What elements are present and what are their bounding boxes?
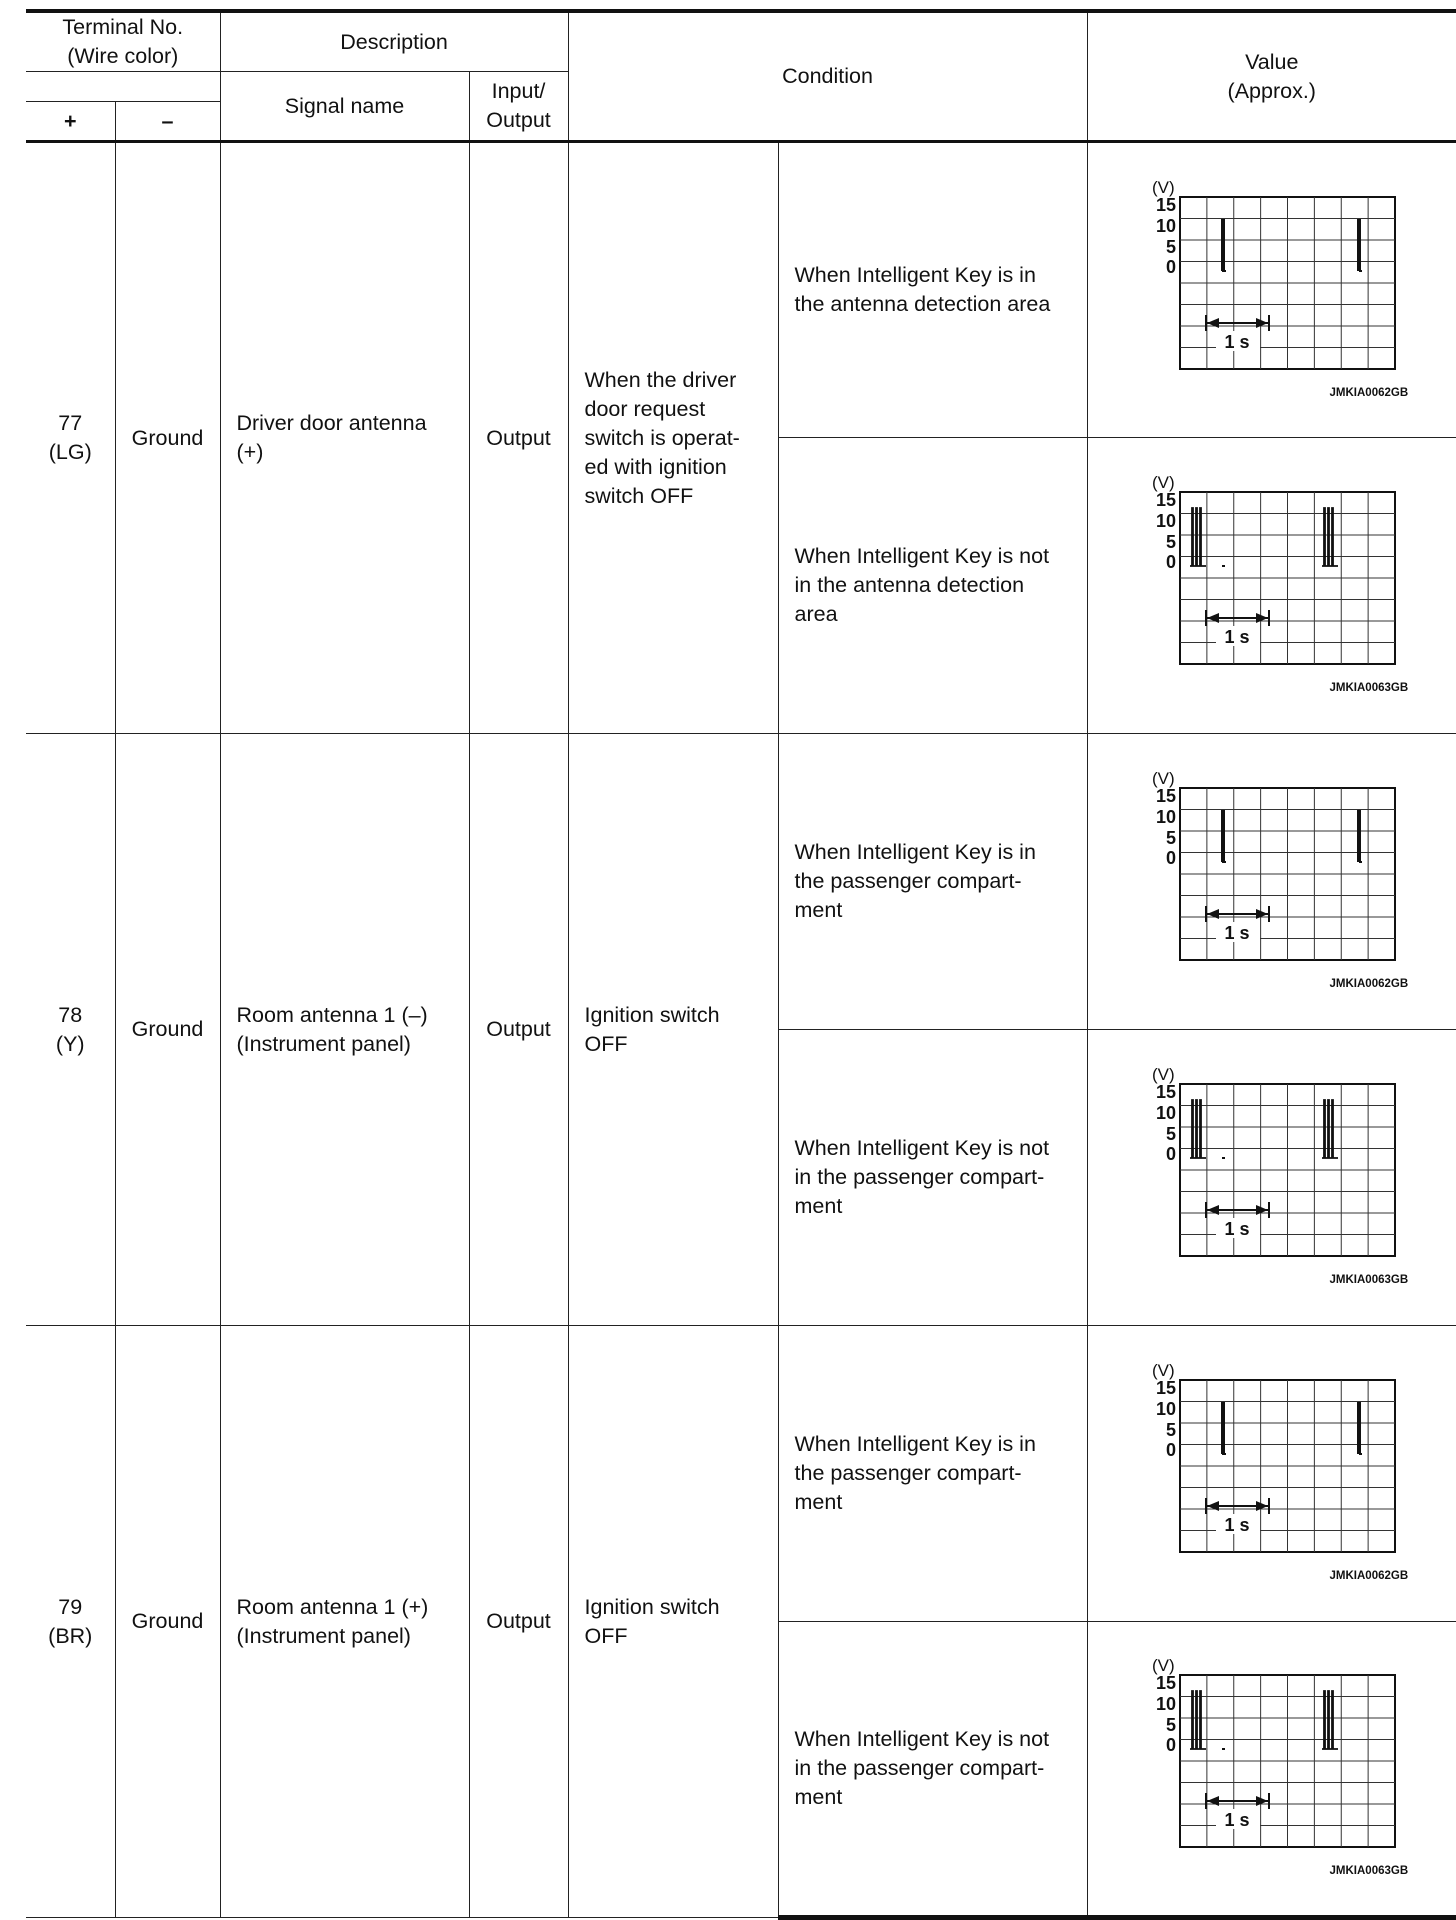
- figure-code: JMKIA0063GB: [1329, 1274, 1409, 1286]
- wire-color: (LG): [48, 440, 92, 464]
- header-terminal-spacer: [26, 72, 220, 102]
- y-tick-label: 0: [1165, 1440, 1176, 1460]
- y-tick-label: 10: [1155, 511, 1176, 531]
- sub-condition-line: the passenger compart-: [794, 869, 1022, 893]
- terminal-row: [26, 734, 1456, 1030]
- sub-condition-cell: [778, 1326, 1087, 1622]
- condition-line: OFF: [584, 1031, 628, 1056]
- sub-condition-line: When Intelligent Key is in: [794, 840, 1036, 864]
- signal-pulse: [1358, 1403, 1362, 1454]
- waveform-value-cell: [1087, 438, 1456, 734]
- y-tick-label: 10: [1155, 1399, 1176, 1419]
- wire-color-label: (Wire color): [67, 44, 179, 68]
- approx-label: (Approx.): [1227, 78, 1316, 103]
- condition-line: ed with ignition: [584, 454, 727, 479]
- time-scale-label: 1 s: [1224, 1810, 1250, 1830]
- y-tick-label: 15: [1155, 1378, 1176, 1398]
- signal-name-line: (Instrument panel): [236, 1031, 411, 1056]
- y-tick-label: 5: [1165, 1124, 1176, 1144]
- waveform-value-cell: [1087, 734, 1456, 1030]
- signal-name-line: (+): [236, 440, 264, 464]
- signal-pulse-burst: [1190, 1691, 1206, 1749]
- sub-condition-line: in the passenger compart-: [794, 1165, 1045, 1189]
- condition-line: door request: [584, 396, 706, 421]
- header-plus: +: [26, 102, 115, 142]
- minus-terminal-cell: Ground: [115, 142, 220, 734]
- waveform-chart: [1126, 764, 1436, 976]
- sub-condition-cell: [778, 1622, 1087, 1918]
- sub-condition-line: area: [794, 602, 838, 626]
- time-scale-label: 1 s: [1224, 923, 1250, 943]
- condition-line: switch OFF: [584, 483, 694, 508]
- waveform-chart: [1126, 1356, 1436, 1568]
- figure-code: JMKIA0062GB: [1329, 978, 1409, 990]
- signal-name-line: Driver door antenna: [236, 411, 427, 435]
- signal-pulse: [1222, 811, 1226, 862]
- condition-cell: [568, 734, 778, 1326]
- sub-condition-line: ment: [794, 1785, 843, 1809]
- sub-condition-line: When Intelligent Key is not: [794, 1136, 1050, 1160]
- sub-condition-line: the antenna detection area: [794, 292, 1051, 316]
- signal-pulse: [1358, 220, 1362, 271]
- y-tick-label: 0: [1165, 848, 1176, 868]
- terminal-number: 79: [58, 1594, 83, 1619]
- waveform-chart: [1126, 1060, 1436, 1272]
- output-label: Output: [486, 108, 551, 132]
- y-tick-label: 15: [1155, 194, 1176, 215]
- header-description: Description: [220, 11, 568, 72]
- waveform-value-cell: [1087, 1622, 1456, 1918]
- input-output-cell: Output: [469, 734, 568, 1326]
- wire-color: (BR): [48, 1623, 93, 1648]
- condition-cell: [568, 142, 778, 734]
- header-terminal-no: [26, 11, 220, 72]
- signal-name-cell: [220, 1326, 469, 1918]
- sub-condition-cell: [778, 1030, 1087, 1326]
- y-tick-label: 5: [1165, 1715, 1176, 1735]
- minus-terminal-cell: Ground: [115, 734, 220, 1326]
- y-tick-label: 0: [1165, 1144, 1176, 1164]
- y-tick-label: 5: [1165, 532, 1176, 552]
- header-condition: Condition: [568, 11, 1087, 142]
- y-tick-label: 10: [1155, 1103, 1176, 1123]
- y-tick-label: 0: [1165, 256, 1176, 277]
- voltage-unit-label: (V): [1151, 473, 1175, 492]
- condition-line: Ignition switch: [584, 1594, 720, 1619]
- terminal-no-label: Terminal No.: [62, 15, 184, 39]
- y-tick-label: 15: [1155, 1082, 1176, 1102]
- signal-pulse-burst: [1322, 508, 1338, 566]
- time-scale-label: 1 s: [1224, 1219, 1250, 1239]
- terminal-number-cell: [26, 1326, 115, 1918]
- y-tick-label: 10: [1155, 1694, 1176, 1714]
- signal-name-line: (Instrument panel): [236, 1623, 411, 1648]
- voltage-unit-label: (V): [1151, 1065, 1175, 1084]
- figure-code: JMKIA0063GB: [1329, 682, 1409, 694]
- sub-condition-line: When Intelligent Key is in: [794, 1432, 1036, 1456]
- terminal-spec-table: [26, 9, 1456, 1920]
- sub-condition-line: the passenger compart-: [794, 1461, 1022, 1485]
- header-minus: –: [115, 102, 220, 142]
- signal-pulse: [1222, 220, 1226, 271]
- table-body: [26, 11, 1456, 1918]
- condition-line: Ignition switch: [584, 1002, 720, 1027]
- waveform-value-cell: [1087, 142, 1456, 438]
- y-tick-label: 15: [1155, 1673, 1176, 1693]
- sub-condition-line: When Intelligent Key is not: [794, 1727, 1050, 1751]
- voltage-unit-label: (V): [1151, 177, 1175, 197]
- y-tick-label: 5: [1165, 1420, 1176, 1440]
- time-scale-label: 1 s: [1224, 1515, 1250, 1535]
- header-signal-name: Signal name: [220, 72, 469, 142]
- signal-name-cell: [220, 142, 469, 734]
- waveform-chart: [1126, 468, 1436, 680]
- sub-condition-line: When Intelligent Key is in: [794, 263, 1036, 287]
- signal-pulse: [1358, 811, 1362, 862]
- terminal-number: 78: [58, 1002, 83, 1027]
- figure-code: JMKIA0062GB: [1329, 1570, 1409, 1582]
- terminal-number: 77: [58, 411, 83, 435]
- terminal-number-cell: [26, 734, 115, 1326]
- condition-cell: [568, 1326, 778, 1918]
- y-tick-label: 15: [1155, 490, 1176, 510]
- time-scale-label: 1 s: [1224, 627, 1250, 647]
- condition-line: switch is operat-: [584, 425, 740, 450]
- waveform-value-cell: [1087, 1030, 1456, 1326]
- sub-condition-line: ment: [794, 1194, 843, 1218]
- signal-name-cell: [220, 734, 469, 1326]
- y-tick-label: 0: [1165, 552, 1176, 572]
- figure-code: JMKIA0062GB: [1329, 386, 1409, 399]
- sub-condition-line: ment: [794, 898, 843, 922]
- figure-code: JMKIA0063GB: [1329, 1865, 1409, 1877]
- input-output-cell: Output: [469, 1326, 568, 1918]
- voltage-unit-label: (V): [1151, 769, 1175, 788]
- signal-name-line: Room antenna 1 (+): [236, 1594, 429, 1619]
- y-tick-label: 10: [1155, 807, 1176, 827]
- voltage-unit-label: (V): [1151, 1656, 1175, 1675]
- sub-condition-cell: [778, 734, 1087, 1030]
- minus-terminal-cell: Ground: [115, 1326, 220, 1918]
- sub-condition-line: ment: [794, 1490, 843, 1514]
- y-tick-label: 5: [1165, 828, 1176, 848]
- waveform-chart: [1126, 173, 1436, 385]
- sub-condition-cell: [778, 142, 1087, 438]
- terminal-row: [26, 1326, 1456, 1622]
- sub-condition-cell: [778, 438, 1087, 734]
- y-tick-label: 0: [1165, 1735, 1176, 1755]
- value-label: Value: [1245, 49, 1299, 74]
- signal-pulse-burst: [1322, 1691, 1338, 1749]
- signal-name-line: Room antenna 1 (–): [236, 1002, 428, 1027]
- waveform-chart: [1126, 1651, 1436, 1863]
- input-label: Input/: [491, 79, 546, 103]
- y-tick-label: 15: [1155, 786, 1176, 806]
- header-value: [1087, 11, 1456, 142]
- header-input-output: [469, 72, 568, 142]
- signal-pulse-burst: [1190, 508, 1206, 566]
- signal-pulse-burst: [1190, 1100, 1206, 1158]
- voltage-unit-label: (V): [1151, 1361, 1175, 1380]
- condition-line: OFF: [584, 1623, 628, 1648]
- input-output-cell: Output: [469, 142, 568, 734]
- waveform-value-cell: [1087, 1326, 1456, 1622]
- condition-line: When the driver: [584, 367, 737, 392]
- sub-condition-line: in the antenna detection: [794, 573, 1025, 597]
- signal-pulse-burst: [1322, 1100, 1338, 1158]
- terminal-number-cell: [26, 142, 115, 734]
- terminal-row: [26, 142, 1456, 438]
- sub-condition-line: in the passenger compart-: [794, 1756, 1045, 1780]
- sub-condition-line: When Intelligent Key is not: [794, 544, 1050, 568]
- signal-pulse: [1222, 1403, 1226, 1454]
- y-tick-label: 10: [1155, 215, 1176, 236]
- time-scale-label: 1 s: [1224, 331, 1250, 352]
- y-tick-label: 5: [1165, 236, 1176, 257]
- wire-color: (Y): [55, 1031, 85, 1056]
